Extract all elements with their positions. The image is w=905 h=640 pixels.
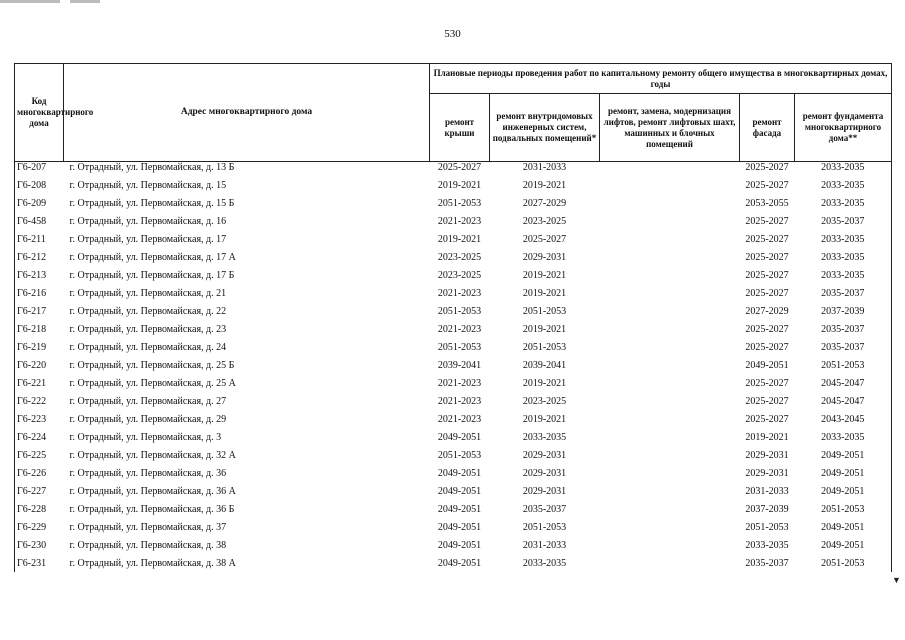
cell-lifts [600,374,740,392]
cell-systems: 2031-2033 [522,162,567,173]
table-row [15,410,892,428]
capital-repair-table [14,63,892,572]
cell-address: г. Отрадный, ул. Первомайская, д. 38 А [69,557,236,569]
cell-address: г. Отрадный, ул. Первомайская, д. 17 [69,233,227,245]
cell-code: Г6-221 [15,374,64,392]
cell-roof: 2049-2051 [437,503,482,515]
cell-code: Г6-217 [15,302,64,320]
table-row [15,212,892,230]
cell-address: г. Отрадный, ул. Первомайская, д. 15 Б [69,197,235,209]
cell-roof: 2049-2051 [437,521,482,533]
cell-facade: 2051-2053 [745,521,789,533]
cell-code: Г6-208 [15,176,64,194]
cell-address: г. Отрадный, ул. Первомайская, д. 17 Б [69,269,235,281]
cell-roof: 2051-2053 [437,305,482,317]
cell-foundation: 2045-2047 [795,374,892,392]
cell-lifts [600,212,740,230]
page-number: 530 [444,28,461,40]
cell-roof: 2021-2023 [437,323,482,335]
cell-foundation: 2037-2039 [795,302,892,320]
cell-systems: 2039-2041 [522,359,567,371]
cell-code: Г6-212 [15,248,64,266]
cell-foundation: 2035-2037 [795,320,892,338]
cell-facade: 2025-2027 [745,179,789,191]
cell-roof: 2021-2023 [437,395,482,407]
cell-foundation: 2049-2051 [795,446,892,464]
cell-lifts [600,446,740,464]
cell-code: Г6-230 [15,536,64,554]
cell-roof: 2051-2053 [437,197,482,209]
cell-code: Г6-226 [15,464,64,482]
cell-code: Г6-209 [15,194,64,212]
cell-lifts [600,176,740,194]
cell-roof: 2021-2023 [437,413,482,425]
cell-foundation: 2051-2053 [795,500,892,518]
column-header-lifts: ремонт, замена, модернизация лифтов, ремонт лифтовых шахт, машинных и блочных помещений [600,94,740,162]
table-row [15,356,892,374]
cell-facade: 2025-2027 [745,287,789,299]
cell-address: г. Отрадный, ул. Первомайская, д. 25 Б [69,359,235,371]
cell-foundation: 2033-2035 [795,176,892,194]
cell-address: г. Отрадный, ул. Первомайская, д. 21 [69,287,227,299]
table-row [15,500,892,518]
cell-facade: 2025-2027 [745,341,789,353]
table-row [15,338,892,356]
cell-code: Г6-207 [15,162,64,177]
cell-address: г. Отрадный, ул. Первомайская, д. 36 Б [69,503,235,515]
cell-systems: 2023-2025 [522,215,567,227]
cell-address: г. Отрадный, ул. Первомайская, д. 29 [69,413,227,425]
cell-lifts [600,248,740,266]
cell-facade: 2033-2035 [745,539,789,551]
cell-roof: 2039-2041 [437,359,482,371]
cell-foundation: 2035-2037 [795,338,892,356]
table-row [15,374,892,392]
cell-lifts [600,356,740,374]
cell-systems: 2023-2025 [522,395,567,407]
column-group-header-periods: Плановые периоды проведения работ по капитальному ремонту общего имущества в многоквартирных домах, годы [430,64,892,94]
cell-facade: 2025-2027 [745,269,789,281]
cell-systems: 2029-2031 [522,485,567,497]
cell-facade: 2035-2037 [745,557,789,569]
cell-roof: 2023-2025 [437,269,482,281]
cell-address: г. Отрадный, ул. Первомайская, д. 17 А [69,251,236,263]
table-row [15,428,892,446]
cell-lifts [600,162,740,177]
page-edge-arrow-icon: ▼ [892,575,901,585]
cell-facade: 2025-2027 [745,233,789,245]
cell-facade: 2025-2027 [745,413,789,425]
cell-facade: 2025-2027 [745,162,789,173]
cell-roof: 2049-2051 [437,431,482,443]
cell-code: Г6-227 [15,482,64,500]
table-row [15,536,892,554]
cell-roof: 2051-2053 [437,449,482,461]
cell-systems: 2029-2031 [522,449,567,461]
column-header-systems: ремонт внутридомовых инженерных систем, подвальных помещений* [490,94,600,162]
cell-systems: 2019-2021 [522,179,567,191]
cell-lifts [600,284,740,302]
cell-code: Г6-225 [15,446,64,464]
cell-code: Г6-224 [15,428,64,446]
cell-code: Г6-218 [15,320,64,338]
cell-address: г. Отрадный, ул. Первомайская, д. 22 [69,305,227,317]
cell-lifts [600,536,740,554]
cell-lifts [600,320,740,338]
cell-lifts [600,230,740,248]
cell-address: г. Отрадный, ул. Первомайская, д. 23 [69,323,227,335]
column-header-roof: ремонт крыши [430,94,490,162]
table-row [15,554,892,572]
cell-lifts [600,500,740,518]
cell-lifts [600,554,740,572]
cell-address: г. Отрадный, ул. Первомайская, д. 13 Б [69,162,235,173]
cell-systems: 2019-2021 [522,377,567,389]
cell-foundation: 2049-2051 [795,536,892,554]
cell-facade: 2025-2027 [745,251,789,263]
cell-systems: 2031-2033 [522,539,567,551]
table-row [15,446,892,464]
cell-systems: 2033-2035 [522,431,567,443]
table-row [15,320,892,338]
cell-systems: 2019-2021 [522,269,567,281]
table-row [15,302,892,320]
table-row [15,248,892,266]
cell-systems: 2019-2021 [522,413,567,425]
cell-foundation: 2033-2035 [795,230,892,248]
scan-edge-artifact [0,0,60,3]
cell-roof: 2049-2051 [437,539,482,551]
cell-systems: 2019-2021 [522,287,567,299]
cell-facade: 2025-2027 [745,215,789,227]
cell-code: Г6-228 [15,500,64,518]
cell-code: Г6-219 [15,338,64,356]
column-header-foundation: ремонт фундамента многоквартирного дома** [795,94,892,162]
cell-foundation: 2033-2035 [795,162,892,177]
cell-roof: 2019-2021 [437,233,482,245]
cell-systems: 2025-2027 [522,233,567,245]
cell-foundation: 2049-2051 [795,518,892,536]
cell-foundation: 2043-2045 [795,410,892,428]
table-row [15,284,892,302]
cell-facade: 2037-2039 [745,503,789,515]
cell-address: г. Отрадный, ул. Первомайская, д. 38 [69,539,227,551]
cell-code: Г6-220 [15,356,64,374]
cell-foundation: 2045-2047 [795,392,892,410]
cell-facade: 2031-2033 [745,485,789,497]
cell-foundation: 2033-2035 [795,248,892,266]
cell-foundation: 2035-2037 [795,284,892,302]
cell-lifts [600,338,740,356]
cell-code: Г6-222 [15,392,64,410]
table-row [15,482,892,500]
cell-code: Г6-216 [15,284,64,302]
cell-roof: 2021-2023 [437,287,482,299]
cell-facade: 2029-2031 [745,467,789,479]
cell-roof: 2023-2025 [437,251,482,263]
cell-address: г. Отрадный, ул. Первомайская, д. 16 [69,215,227,227]
cell-lifts [600,392,740,410]
cell-systems: 2019-2021 [522,323,567,335]
cell-foundation: 2049-2051 [795,482,892,500]
cell-systems: 2051-2053 [522,341,567,353]
cell-facade: 2053-2055 [745,197,789,209]
table-row [15,266,892,284]
table-body [15,162,892,573]
cell-lifts [600,410,740,428]
cell-foundation: 2033-2035 [795,428,892,446]
column-header-address: Адрес многоквартирного дома [64,64,430,162]
cell-code: Г6-211 [15,230,64,248]
cell-lifts [600,302,740,320]
cell-lifts [600,482,740,500]
cell-code: Г6-458 [15,212,64,230]
cell-roof: 2051-2053 [437,341,482,353]
cell-roof: 2021-2023 [437,377,482,389]
cell-address: г. Отрадный, ул. Первомайская, д. 3 [69,431,222,443]
column-header-code: Код многоквартирного дома [15,64,64,162]
cell-address: г. Отрадный, ул. Первомайская, д. 36 А [69,485,236,497]
table-row [15,392,892,410]
cell-lifts [600,518,740,536]
cell-facade: 2029-2031 [745,449,789,461]
cell-roof: 2049-2051 [437,557,482,569]
table-row [15,194,892,212]
cell-systems: 2027-2029 [522,197,567,209]
cell-address: г. Отрадный, ул. Первомайская, д. 32 А [69,449,236,461]
cell-code: Г6-223 [15,410,64,428]
cell-address: г. Отрадный, ул. Первомайская, д. 37 [69,521,227,533]
cell-facade: 2019-2021 [745,431,789,443]
table-row [15,176,892,194]
cell-address: г. Отрадный, ул. Первомайская, д. 24 [69,341,227,353]
table-row [15,230,892,248]
scan-edge-artifact [70,0,100,3]
cell-foundation: 2051-2053 [795,554,892,572]
cell-facade: 2025-2027 [745,323,789,335]
cell-facade: 2049-2051 [745,359,789,371]
cell-systems: 2029-2031 [522,467,567,479]
column-header-facade: ремонт фасада [740,94,795,162]
cell-systems: 2051-2053 [522,521,567,533]
cell-foundation: 2051-2053 [795,356,892,374]
cell-code: Г6-229 [15,518,64,536]
cell-lifts [600,428,740,446]
cell-address: г. Отрадный, ул. Первомайская, д. 27 [69,395,227,407]
table-row [15,162,892,177]
cell-facade: 2025-2027 [745,377,789,389]
cell-address: г. Отрадный, ул. Первомайская, д. 25 А [69,377,236,389]
table-row [15,464,892,482]
cell-foundation: 2033-2035 [795,266,892,284]
cell-roof: 2021-2023 [437,215,482,227]
cell-facade: 2027-2029 [745,305,789,317]
cell-lifts [600,464,740,482]
cell-foundation: 2035-2037 [795,212,892,230]
cell-foundation: 2033-2035 [795,194,892,212]
cell-roof: 2049-2051 [437,467,482,479]
cell-systems: 2029-2031 [522,251,567,263]
cell-code: Г6-213 [15,266,64,284]
table-row [15,518,892,536]
cell-roof: 2019-2021 [437,179,482,191]
cell-address: г. Отрадный, ул. Первомайская, д. 36 [69,467,227,479]
cell-lifts [600,194,740,212]
cell-roof: 2049-2051 [437,485,482,497]
cell-foundation: 2049-2051 [795,464,892,482]
cell-systems: 2033-2035 [522,557,567,569]
cell-roof: 2025-2027 [437,162,482,173]
cell-facade: 2025-2027 [745,395,789,407]
cell-systems: 2035-2037 [522,503,567,515]
cell-code: Г6-231 [15,554,64,572]
cell-address: г. Отрадный, ул. Первомайская, д. 15 [69,179,227,191]
cell-lifts [600,266,740,284]
cell-systems: 2051-2053 [522,305,567,317]
